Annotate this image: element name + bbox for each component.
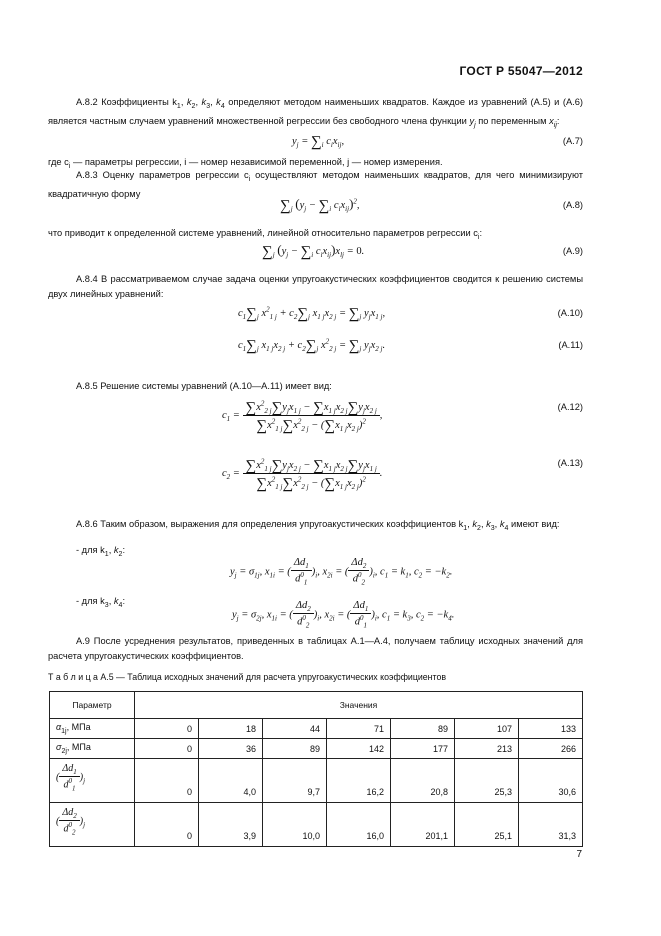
table-caption: Т а б л и ц а А.5 — Таблица исходных значений для расчета упругоакустических коэффициентов bbox=[48, 672, 447, 682]
label-for-k12: - для $k_1$, $k_2$: bbox=[76, 545, 126, 558]
equation-a8: $\sum_j$ ($y_j - \sum_i$ $c_ix_{ij})^2$, bbox=[280, 196, 360, 214]
eqno-a11: (А.11) bbox=[558, 340, 583, 350]
eqno-a9: (А.9) bbox=[562, 246, 583, 256]
table-cell: 25,3 bbox=[455, 759, 519, 803]
eqno-a12: (А.12) bbox=[557, 402, 583, 412]
table-cell: 16,2 bbox=[327, 759, 391, 803]
table-row bbox=[50, 759, 583, 803]
page-number: 7 bbox=[576, 849, 582, 860]
table-cell: 36 bbox=[199, 739, 263, 759]
table-cell: 266 bbox=[519, 739, 583, 759]
table-cell: 0 bbox=[135, 719, 199, 739]
paragraph-a84: А.8.4 В рассматриваемом случае задача оценки упругоакустических коэффициентов сводится к решению системы двух линейных уравнений: bbox=[48, 274, 583, 299]
row-label: ( $\frac{\Delta d_2}{d^0_2}$ )$_j$ bbox=[50, 803, 135, 847]
table-cell: 20,8 bbox=[391, 759, 455, 803]
equation-a12: $c_1$ = $\frac{\sum x^2_{2 j}\sum y_jx_{1 j} - \sum x_{1 j}x_{2 j}\sum y_jx_{2 j}}{\sum x^2_{1 j}\sum x^2_{2 j} - (\sum x_{1 j}x_{2 j})^2}$ , bbox=[222, 399, 383, 435]
table-cell: 25,1 bbox=[455, 803, 519, 847]
table-cell: 30,6 bbox=[519, 759, 583, 803]
table-cell: 71 bbox=[327, 719, 391, 739]
table-cell: 31,3 bbox=[519, 803, 583, 847]
table-cell: 0 bbox=[135, 759, 199, 803]
table-cell: 9,7 bbox=[263, 759, 327, 803]
table-row bbox=[50, 739, 583, 759]
equation-a7: $y_j = \sum_i$ $c_ix_{ij}$, bbox=[292, 134, 345, 150]
eqno-a8: (А.8) bbox=[562, 200, 583, 210]
table-cell: 142 bbox=[327, 739, 391, 759]
data-table bbox=[49, 691, 583, 847]
table-cell: 0 bbox=[135, 739, 199, 759]
table-row bbox=[50, 719, 583, 739]
row-label: ( $\frac{\Delta d_1}{d^0_1}$ )$_j$ bbox=[50, 759, 135, 803]
equation-a9: $\sum_j$ ($y_j - \sum_i$ $c_ix_{ij})x_{lj} = 0$. bbox=[262, 242, 365, 260]
eqno-a10: (А.10) bbox=[557, 308, 583, 318]
table-cell: 44 bbox=[263, 719, 327, 739]
row-label: $\alpha_{1j}$, МПа bbox=[50, 719, 135, 739]
table-cell: 4,0 bbox=[199, 759, 263, 803]
equation-a13: $c_2$ = $\frac{\sum x^2_{1 j}\sum y_jx_{2 j} - \sum x_{1 j}x_{2 j}\sum y_jx_{1 j}}{\sum x^2_{1 j}\sum x^2_{2 j} - (\sum x_{1 j}x_{2 j})^2}$ . bbox=[222, 457, 383, 493]
header-param: Параметр bbox=[50, 692, 135, 719]
equation-a11: $c_1\sum_j$ $x_{1 j}x_{2 j} + c_2\sum_j$ $x^2_{2 j} = \sum_j$ $y_jx_{2 j}$. bbox=[238, 337, 386, 354]
paragraph-a83: А.8.3 Оценку параметров регрессии $c_i$ осуществляют методом наименьших квадратов, для чего минимизируют квадратичную форму bbox=[48, 170, 583, 199]
header-values: Значения bbox=[135, 692, 583, 719]
paragraph-a85: А.8.5 Решение системы уравнений (А.10—А.11) имеет вид: bbox=[76, 381, 332, 391]
table-cell: 89 bbox=[391, 719, 455, 739]
table-cell: 10,0 bbox=[263, 803, 327, 847]
paragraph-after-a7: где $c_i$ — параметры регрессии, i — номер независимой переменной, j — номер измерения. bbox=[48, 157, 443, 170]
table-cell: 89 bbox=[263, 739, 327, 759]
label-for-k34: - для $k_3$, $k_4$: bbox=[76, 596, 126, 609]
standard-header: ГОСТ Р 55047—2012 bbox=[459, 64, 583, 78]
table-cell: 201,1 bbox=[391, 803, 455, 847]
paragraph-a9: А.9 После усреднения результатов, приведенных в таблицах А.1—А.4, получаем таблицу исходных значений для расчета упругоакустических коэффициентов. bbox=[48, 636, 583, 661]
row-label: $\sigma_{2j}$, МПа bbox=[50, 739, 135, 759]
table-cell: 107 bbox=[455, 719, 519, 739]
paragraph-a86: А.8.6 Таким образом, выражения для определения упругоакустических коэффициентов $k_1$, $k_2$, $k_3$, $k_4$ имеют вид: bbox=[76, 519, 560, 532]
table-row bbox=[50, 803, 583, 847]
equation-k12: $y_j = \sigma_{1j}$, $x_{1i}$ = ( $\frac{\Delta d_1}{d^0_1}$ )$_i$, $x_{2i}$ = ( $\frac{\Delta d_2}{d^0_2}$ )$_i$, $c_1 = k_1$, $c_2 = -k_2$. bbox=[230, 557, 453, 587]
table-cell: 213 bbox=[455, 739, 519, 759]
table-cell: 177 bbox=[391, 739, 455, 759]
paragraph-after-a8: что приводит к определенной системе уравнений, линейной относительно параметров регрессии $c_i$: bbox=[48, 228, 483, 241]
paragraph-a82: А.8.2 Коэффициенты $k_1$, $k_2$, $k_3$, $k_4$ определяют методом наименьших квадратов. Каждое из уравнений (А.5) и (А.6) является частным случаем уравнений множественной регрессии без свободного члена функции $y_j$ по переменным $x_{ij}$: bbox=[48, 97, 584, 129]
equation-k34: $y_j = \sigma_{2j}$, $x_{1i}$ = ( $\frac{\Delta d_2}{d^0_2}$ )$_i$, $x_{2i}$ = ( $\frac{\Delta d_1}{d^0_1}$ )$_i$, $c_1 = k_3$, $c_2 = -k_4$. bbox=[232, 600, 455, 630]
table-cell: 0 bbox=[135, 803, 199, 847]
table-cell: 18 bbox=[199, 719, 263, 739]
eqno-a13: (А.13) bbox=[557, 458, 583, 468]
table-cell: 3,9 bbox=[199, 803, 263, 847]
equation-a10: $c_1\sum_j$ $x^2_{1 j} + c_2\sum_j$ $x_{1 j}x_{2 j} = \sum_j$ $y_jx_{1 j}$, bbox=[238, 305, 386, 322]
eqno-a7: (А.7) bbox=[562, 136, 583, 146]
table-cell: 16,0 bbox=[327, 803, 391, 847]
table-cell: 133 bbox=[519, 719, 583, 739]
